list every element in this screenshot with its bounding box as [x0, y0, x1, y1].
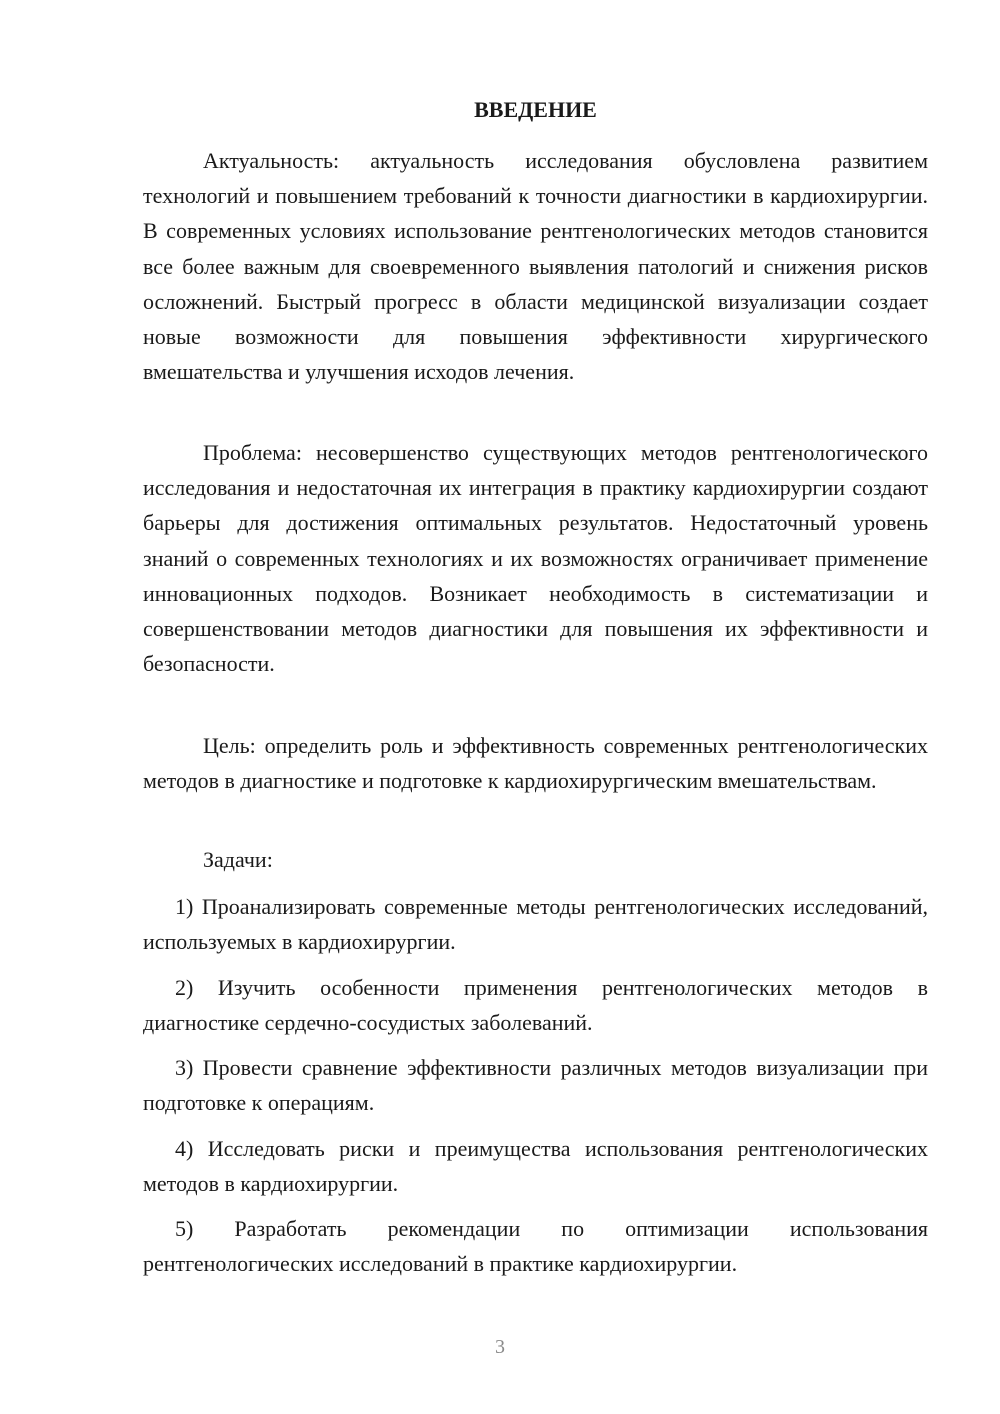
paragraph-relevance: Актуальность: актуальность исследования обусловлена развитием технологий и повышением требований к точности диагностики в кардиохирургии. В современных условиях использование рентгенологических методов становится все более важным для своевременного выявления патологий и снижения рисков осложнений. Быстрый прогресс в области медицинской визуализации создает новые возможности для повышения эффективности хирургического вмешательства и улучшения исходов лечения.: [143, 148, 928, 385]
task-item-4: 4) Исследовать риски и преимущества использования рентгенологических методов в кардиохирургии.: [143, 1136, 928, 1197]
page-number: 3: [495, 1336, 505, 1358]
section-title: ВВЕДЕНИЕ: [474, 97, 597, 122]
paragraph-tasks-heading: Задачи:: [203, 847, 273, 872]
paragraph-goal: Цель: определить роль и эффективность современных рентгенологических методов в диагностике и подготовке к кардиохирургическим вмешательствам.: [143, 733, 928, 794]
task-item-1: 1) Проанализировать современные методы рентгенологических исследований, используемых в кардиохирургии.: [143, 894, 928, 955]
task-item-5: 5) Разработать рекомендации по оптимизации использования рентгенологических исследований в практике кардиохирургии.: [143, 1216, 928, 1277]
task-item-3: 3) Провести сравнение эффективности различных методов визуализации при подготовке к операциям.: [143, 1055, 928, 1116]
paragraph-problem: Проблема: несовершенство существующих методов рентгенологического исследования и недостаточная их интеграция в практику кардиохирургии создают барьеры для достижения оптимальных результатов. Недостаточный уровень знаний о современных технологиях и их возможностях ограничивает применение инновационных подходов. Возникает необходимость в систематизации и совершенствовании методов диагностики для повышения их эффективности и безопасности.: [143, 440, 928, 677]
task-item-2: 2) Изучить особенности применения рентгенологических методов в диагностике сердечно-сосудистых заболеваний.: [143, 975, 928, 1036]
